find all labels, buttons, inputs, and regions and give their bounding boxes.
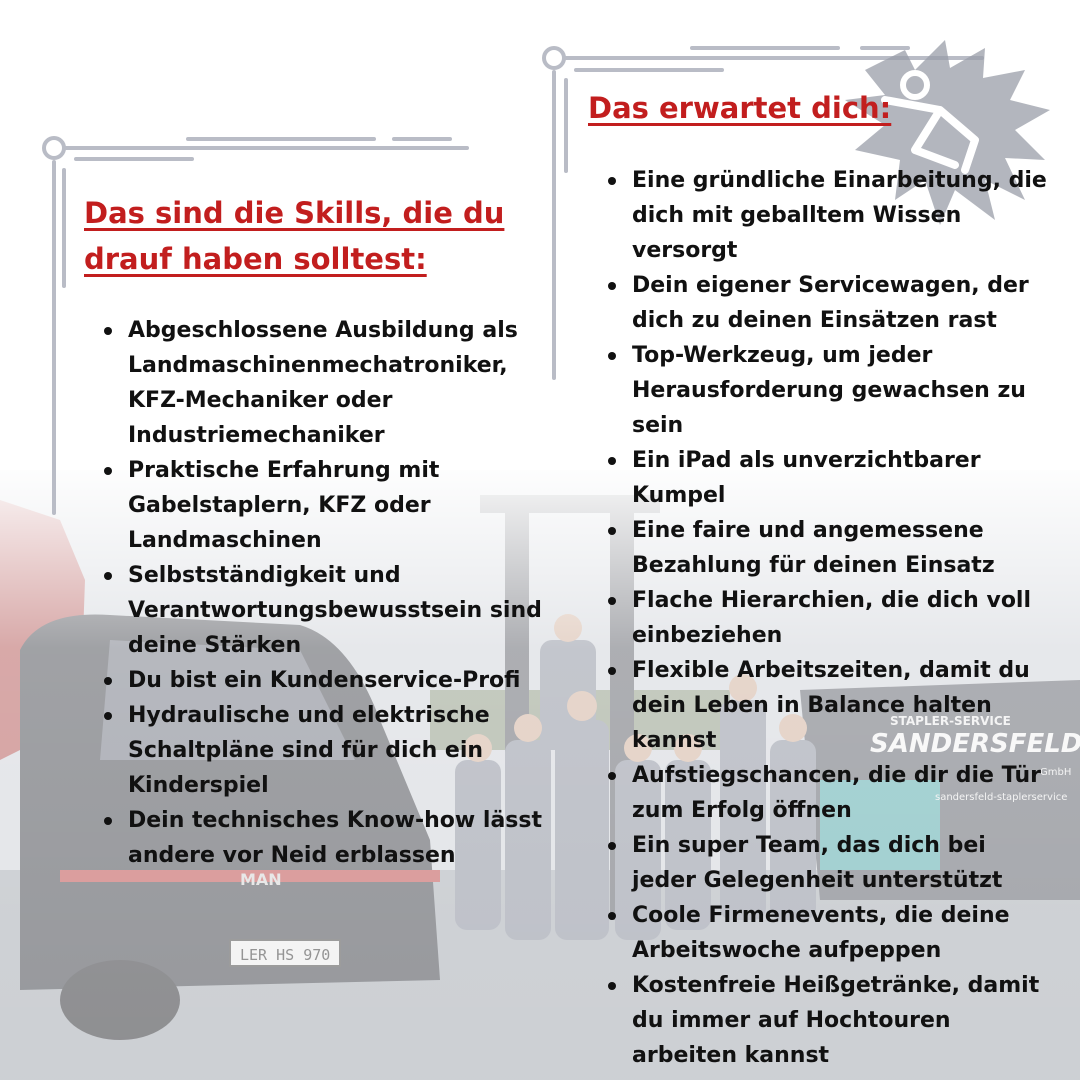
benefits-list-item: Eine gründliche Einarbeitung, die dich mit geballtem Wissen versorgt	[604, 163, 1054, 268]
left-frame-line-2	[74, 157, 194, 161]
skills-heading: Das sind die Skills, die du drauf haben solltest:	[84, 196, 505, 276]
benefits-list-item: Aufstiegschancen, die dir die Tür zum Erfolg öffnen	[604, 758, 1054, 828]
left-frame-line-4	[392, 137, 452, 141]
right-frame-ring	[542, 46, 566, 70]
left-frame-line-3	[186, 137, 376, 141]
left-frame-vline-2	[62, 168, 66, 288]
right-frame-vline-2	[564, 78, 568, 173]
benefits-list-item: Kostenfreie Heißgetränke, damit du immer auf Hochtouren arbeiten kannst	[604, 968, 1054, 1073]
skills-list-item: Selbstständigkeit und Verantwortungsbewusstsein sind deine Stärken	[100, 558, 550, 663]
skills-list-item: Praktische Erfahrung mit Gabelstaplern, KFZ oder Landmaschinen	[100, 453, 550, 558]
right-frame-vline-1	[552, 70, 556, 380]
left-frame-line-1	[64, 146, 469, 150]
skills-list-item: Du bist ein Kundenservice-Profi	[100, 663, 550, 698]
benefits-list-item: Top-Werkzeug, um jeder Herausforderung gewachsen zu sein	[604, 338, 1054, 443]
right-frame-line-3	[690, 46, 840, 50]
skills-list	[100, 313, 550, 873]
benefits-list-item: Coole Firmenevents, die deine Arbeitswoche aufpeppen	[604, 898, 1054, 968]
left-frame-vline-1	[52, 160, 56, 515]
skills-list-item: Hydraulische und elektrische Schaltpläne sind für dich ein Kinderspiel	[100, 698, 550, 803]
benefits-list-item: Flache Hierarchien, die dich voll einbeziehen	[604, 583, 1054, 653]
right-frame-line-2	[574, 68, 724, 72]
benefits-list-item: Flexible Arbeitszeiten, damit du dein Leben in Balance halten kannst	[604, 653, 1054, 758]
skills-list-item: Dein technisches Know-how lässt andere vor Neid erblassen	[100, 803, 550, 873]
benefits-list	[604, 163, 1054, 1073]
benefits-list-item: Ein super Team, das dich bei jeder Gelegenheit unterstützt	[604, 828, 1054, 898]
skills-list-item: Abgeschlossene Ausbildung als Landmaschinenmechatroniker, KFZ-Mechaniker oder Industriemechaniker	[100, 313, 550, 453]
benefits-list-item: Eine faire und angemessene Bezahlung für deinen Einsatz	[604, 513, 1054, 583]
benefits-list-item: Ein iPad als unverzichtbarer Kumpel	[604, 443, 1054, 513]
left-frame-ring	[42, 136, 66, 160]
benefits-list-item: Dein eigener Servicewagen, der dich zu deinen Einsätzen rast	[604, 268, 1054, 338]
benefits-heading: Das erwartet dich:	[588, 91, 892, 125]
